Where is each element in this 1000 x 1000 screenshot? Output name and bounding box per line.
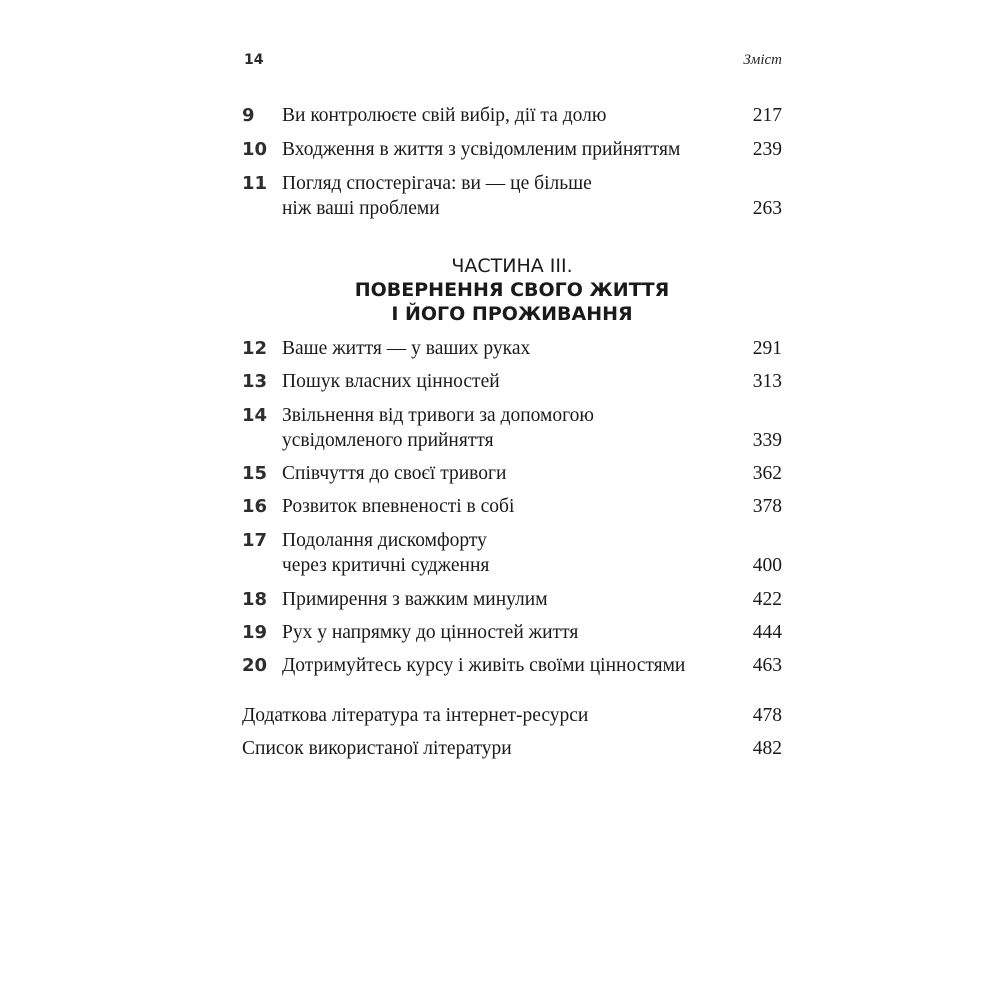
chapter-title-line: Пошук власних цінностей [282,371,500,392]
chapter-page: 362 [752,463,782,484]
chapter-page: 339 [752,430,782,451]
chapter-title [282,653,722,678]
chapter-title [282,494,722,519]
chapter-title [282,336,722,361]
chapter-title-line: Входження в життя з усвідомленим прийняттям [282,139,681,160]
chapter-number: 9 [242,105,255,126]
chapter-number: 13 [242,371,268,392]
chapter-title-line: Погляд спостерігача: ви — це більше [282,173,592,194]
page-number: 14 [244,52,264,68]
toc-entry-14 [242,403,782,453]
chapter-title-line: через критичні судження [282,555,490,576]
chapter-page: 313 [752,371,782,392]
chapter-number: 20 [242,655,268,676]
toc-entry-10 [242,137,782,162]
chapter-number: 18 [242,589,268,610]
chapter-page: 444 [752,622,782,643]
chapter-title-line: Розвиток впевненості в собі [282,496,515,517]
chapter-title-line: ніж ваші проблеми [282,198,440,219]
chapter-title [282,171,722,221]
chapter-number: 16 [242,496,268,517]
chapter-title-line: Співчуття до своєї тривоги [282,463,507,484]
chapter-title-line: Дотримуйтесь курсу і живіть своїми цінностями [282,655,686,676]
part-title [242,278,782,326]
toc-entry-13 [242,369,782,394]
back-matter-title [242,703,722,728]
chapter-title-line: Ви контролюєте свій вибір, дії та долю [282,105,607,126]
chapter-page: 239 [752,139,782,160]
chapter-title-line: усвідомленого прийняття [282,430,494,451]
chapter-page: 291 [752,338,782,359]
part-title-line: ПОВЕРНЕННЯ СВОГО ЖИТТЯ [354,279,670,301]
chapter-number: 17 [242,530,268,551]
toc-entry-19 [242,620,782,645]
chapter-page: 422 [752,589,782,610]
toc-entry-15 [242,461,782,486]
toc-entry-18 [242,587,782,612]
chapter-number: 12 [242,338,268,359]
back-matter-page: 478 [752,705,782,726]
chapter-number: 14 [242,405,268,426]
toc-entry-references [242,736,782,761]
back-matter-title-line: Додаткова література та інтернет-ресурси [242,705,589,726]
chapter-title [282,528,722,578]
chapter-title-line: Ваше життя — у ваших руках [282,338,531,359]
back-matter-title-line: Список використаної літератури [242,738,512,759]
back-matter-page: 482 [752,738,782,759]
section-title: Зміст [743,52,782,68]
back-matter-title [242,736,722,761]
chapter-number: 15 [242,463,268,484]
chapter-title-line: Примирення з важким минулим [282,589,548,610]
chapter-title [282,587,722,612]
toc-entry-12 [242,336,782,361]
toc-entry-16 [242,494,782,519]
chapter-title [282,137,722,162]
toc-entry-further-reading [242,703,782,728]
chapter-page: 378 [752,496,782,517]
chapter-title [282,369,722,394]
toc-entry-17 [242,528,782,578]
part-title-line: І ЙОГО ПРОЖИВАННЯ [391,303,633,325]
chapter-number: 19 [242,622,268,643]
chapter-page: 263 [752,198,782,219]
chapter-title [282,461,722,486]
chapter-number: 11 [242,173,268,194]
chapter-page: 463 [752,655,782,676]
chapter-title [282,103,722,128]
chapter-number: 10 [242,139,268,160]
chapter-page: 217 [752,105,782,126]
chapter-page: 400 [752,555,782,576]
chapter-title-line: Рух у напрямку до цінностей життя [282,622,579,643]
chapter-title [282,620,722,645]
toc-entry-9 [242,103,782,128]
toc-entry-11 [242,171,782,221]
chapter-title-line: Звільнення від тривоги за допомогою [282,405,594,426]
chapter-title-line: Подолання дискомфорту [282,530,487,551]
toc-entry-20 [242,653,782,678]
chapter-title [282,403,722,453]
part-label: ЧАСТИНА III. [451,255,573,277]
running-head [244,52,782,74]
